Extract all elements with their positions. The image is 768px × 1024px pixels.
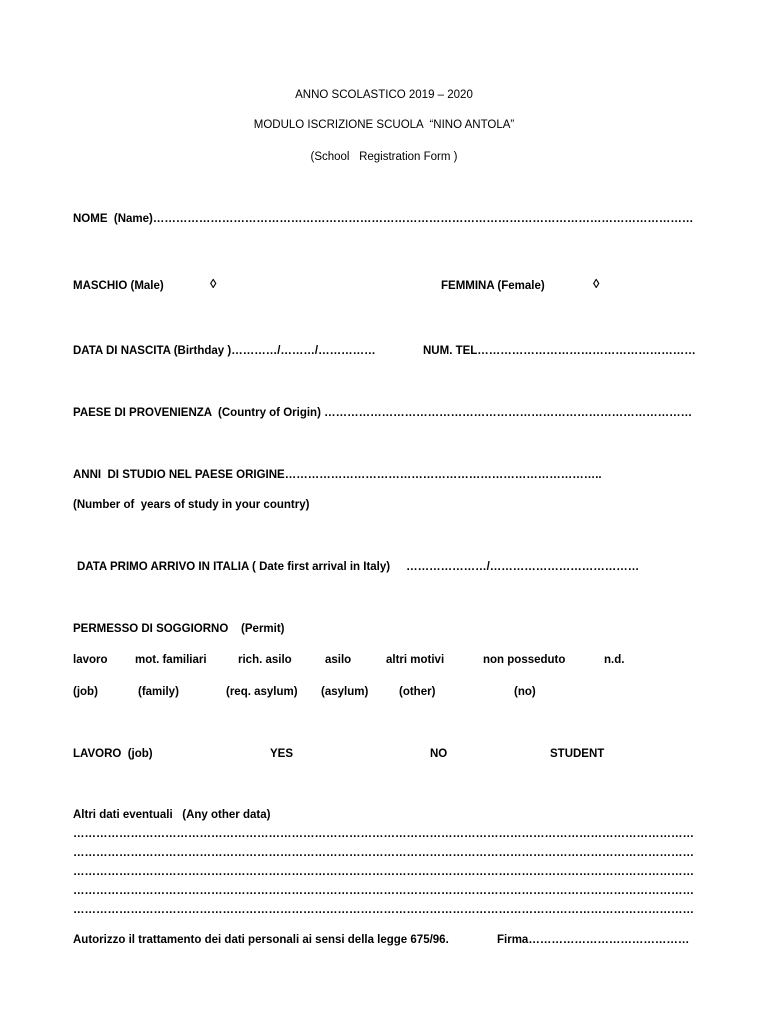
permit-option-altri-motivi: altri motivi	[386, 654, 445, 666]
permit-option-other: (other)	[399, 686, 436, 698]
form-subtitle: (School Registration Form )	[310, 151, 458, 163]
permit-option-req-asylum: (req. asylum)	[226, 686, 298, 698]
female-label: FEMMINA (Female)	[441, 280, 545, 292]
permit-option-no: (no)	[514, 686, 536, 698]
consent-statement: Autorizzo il trattamento dei dati personali ai sensi della legge 675/96.	[73, 934, 449, 946]
study-years-translation: (Number of years of study in your country)	[73, 499, 310, 511]
other-data-line: ………………………………………………………………………………………………………………………………………………	[73, 866, 694, 878]
permit-option-nd: n.d.	[604, 654, 625, 666]
permit-option-family: (family)	[138, 686, 179, 698]
phone-field-line: NUM. TEL…………………………………………………	[423, 345, 696, 357]
job-option-student: STUDENT	[550, 748, 605, 760]
permit-option-non-posseduto: non posseduto	[483, 654, 566, 666]
permit-option-rich-asilo: rich. asilo	[238, 654, 292, 666]
male-checkbox-icon: ◊	[210, 276, 217, 291]
arrival-date-field-line: DATA PRIMO ARRIVO IN ITALIA ( Date first arrival in Italy) …………………/…………………………………	[77, 561, 640, 573]
other-data-line: ………………………………………………………………………………………………………………………………………………	[73, 828, 694, 840]
origin-field-line: PAESE DI PROVENIENZA (Country of Origin) ……………………………………………………………………………………	[73, 407, 693, 419]
permit-option-familiari: mot. familiari	[135, 654, 207, 666]
signature-field-line: Firma……………………………………	[497, 934, 690, 946]
permit-option-job: (job)	[73, 686, 98, 698]
permit-option-asilo: asilo	[325, 654, 352, 666]
permit-title: PERMESSO DI SOGGIORNO (Permit)	[73, 623, 285, 635]
form-title: MODULO ISCRIZIONE SCUOLA “NINO ANTOLA”	[253, 119, 515, 131]
other-data-label: Altri dati eventuali (Any other data)	[73, 809, 271, 821]
job-option-no: NO	[430, 748, 448, 760]
male-label: MASCHIO (Male)	[73, 280, 164, 292]
permit-option-asylum: (asylum)	[321, 686, 369, 698]
other-data-line: ………………………………………………………………………………………………………………………………………………	[73, 847, 694, 859]
school-year-heading: ANNO SCOLASTICO 2019 – 2020	[295, 89, 473, 101]
other-data-line: ………………………………………………………………………………………………………………………………………………	[73, 885, 694, 897]
other-data-line: ………………………………………………………………………………………………………………………………………………	[73, 904, 694, 916]
birthday-field-line: DATA DI NASCITA (Birthday )…………/………/……………	[73, 345, 376, 357]
permit-option-lavoro: lavoro	[73, 654, 108, 666]
name-field-line: NOME (Name)……………………………………………………………………………………………………………………………	[73, 213, 694, 225]
job-option-yes: YES	[270, 748, 294, 760]
female-checkbox-icon: ◊	[593, 276, 600, 291]
job-label: LAVORO (job)	[73, 748, 153, 760]
study-years-field-line: ANNI DI STUDIO NEL PAESE ORIGINE………………………………………………………………………..	[73, 469, 602, 481]
